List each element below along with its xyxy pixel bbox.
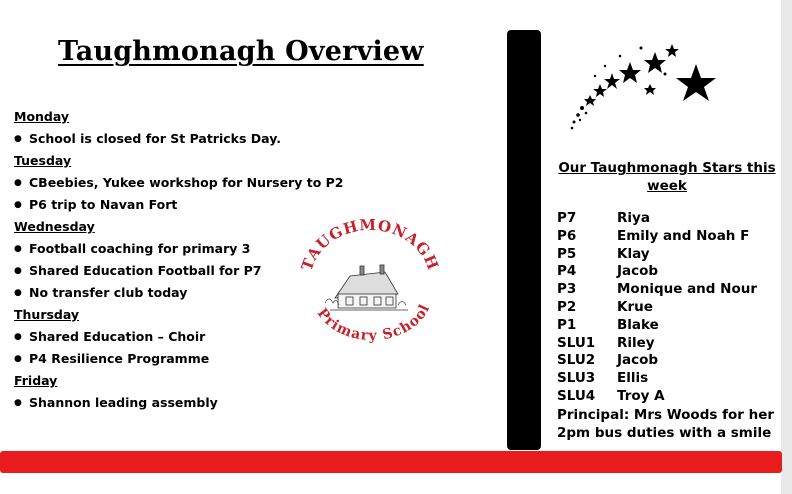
star-row: P1 Blake — [557, 316, 659, 333]
star-row: P5 Klay — [557, 245, 650, 262]
day-heading-tuesday: Tuesday — [14, 153, 72, 168]
star-row: SLU4 Troy A — [557, 387, 665, 404]
star-pupils-list — [557, 210, 782, 442]
column-divider — [507, 30, 541, 450]
school-logo — [290, 210, 450, 350]
shooting-stars-icon — [560, 40, 735, 135]
star-row: P6 Emily and Noah F — [557, 227, 750, 244]
star-row: P2 Krue — [557, 298, 653, 315]
schedule-item: ● CBeebies, Yukee workshop for Nursery to P2 — [14, 175, 344, 190]
page-title: Taughmonagh Overview — [58, 36, 424, 67]
bullet-icon: ● — [14, 178, 22, 188]
bullet-icon: ● — [14, 134, 22, 144]
bullet-icon: ● — [14, 244, 22, 254]
weekly-schedule — [14, 108, 344, 416]
star-row: SLU2 Jacob — [557, 352, 659, 369]
schedule-item: ● Shared Education Football for P7 — [14, 263, 262, 278]
right-edge-strip — [781, 0, 792, 494]
logo-top-text: TAUGHMONAGH — [297, 215, 443, 274]
day-heading-wednesday: Wednesday — [14, 219, 95, 234]
day-heading-friday: Friday — [14, 373, 58, 388]
bullet-icon: ● — [14, 354, 22, 364]
bullet-icon: ● — [14, 332, 22, 342]
bullet-icon: ● — [14, 266, 22, 276]
schedule-item: ● P6 trip to Navan Fort — [14, 197, 178, 212]
star-row: SLU3 Ellis — [557, 370, 649, 387]
logo-bottom-text: Primary School — [313, 301, 434, 345]
schedule-item: ● P4 Resilience Programme — [14, 351, 210, 366]
bullet-icon: ● — [14, 200, 22, 210]
footer-red-bar — [0, 451, 782, 473]
day-heading-thursday: Thursday — [14, 307, 80, 322]
stars-heading: Our Taughmonagh Stars this week — [558, 160, 776, 194]
schedule-item: ● Shared Education – Choir — [14, 329, 206, 344]
star-row: P7 Riya — [557, 210, 650, 226]
schedule-item: ● Football coaching for primary 3 — [14, 241, 251, 256]
schedule-item: ● Shannon leading assembly — [14, 395, 218, 410]
bullet-icon: ● — [14, 288, 22, 298]
school-building-illustration — [325, 265, 408, 310]
bullet-icon: ● — [14, 398, 22, 408]
schedule-item: ● School is closed for St Patricks Day. — [14, 131, 281, 146]
principal-star: Principal: Mrs Woods for her 2pm bus duties with a smile — [557, 406, 775, 441]
star-row: P3 Monique and Nour — [557, 281, 758, 298]
schedule-item: ● No transfer club today — [14, 285, 188, 300]
star-row: SLU1 Riley — [557, 334, 655, 351]
star-row: P4 Jacob — [557, 263, 659, 280]
day-heading-monday: Monday — [14, 109, 70, 124]
